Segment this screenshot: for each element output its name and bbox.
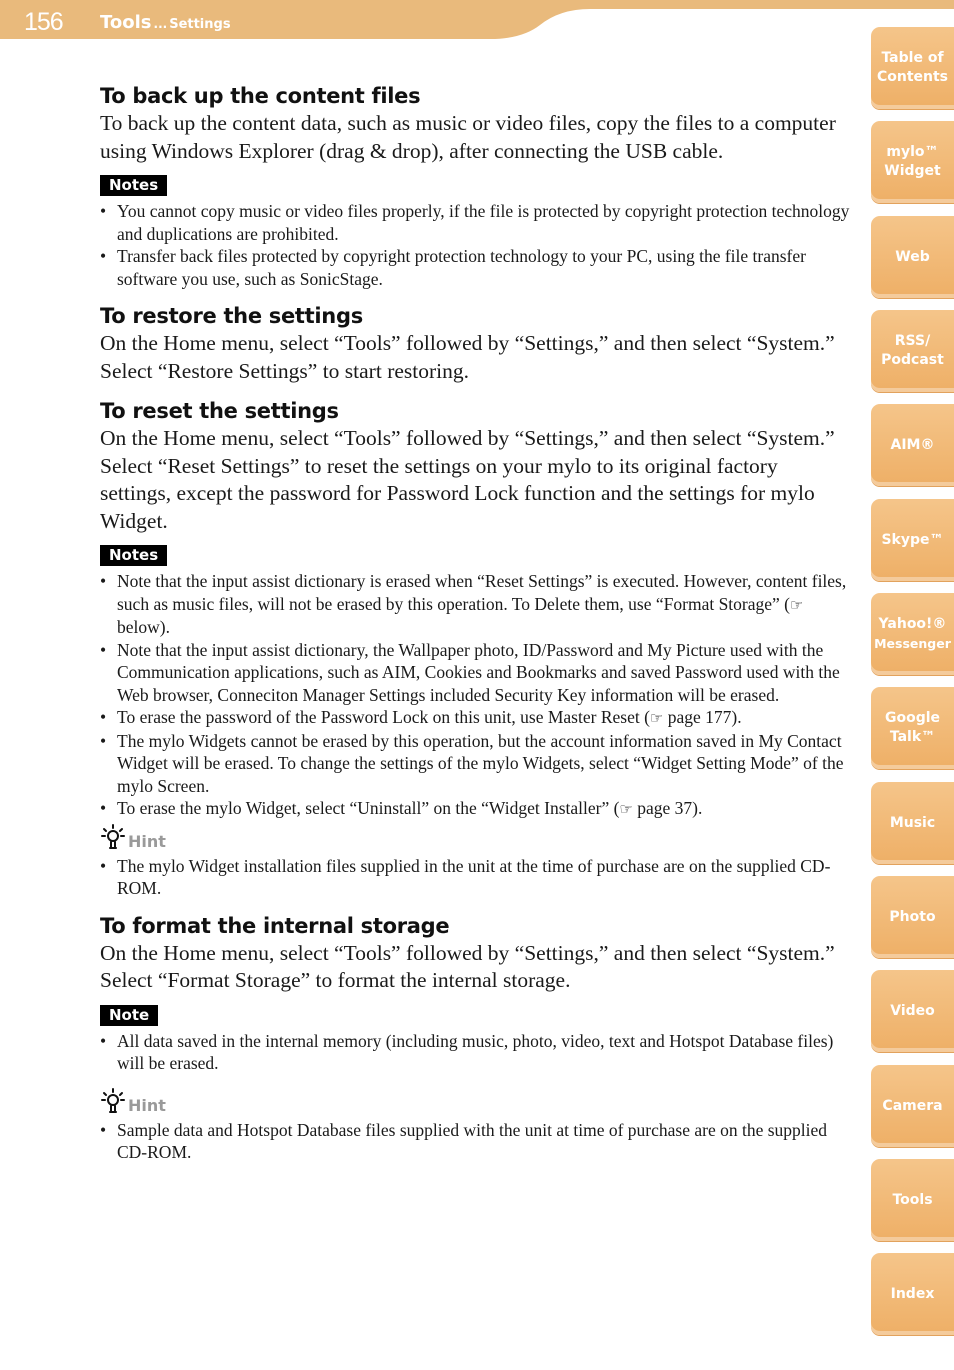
lightbulb-icon [100, 823, 126, 851]
hint-label [100, 821, 850, 851]
page-header [0, 0, 954, 40]
list-item: • The mylo Widgets cannot be erased by this operation, but the account information saved in My Contact Widget will be erased. To change the settings of the mylo Widgets, select “Widget Setting Mode” of the mylo Screen. [100, 730, 850, 798]
list-item: • You cannot copy music or video files properly, if the file is protected by copyright protection technology and duplications are prohibited. [100, 200, 850, 245]
pointing-hand-icon: ☞ [790, 595, 804, 614]
tab-label: Talk™ [889, 729, 936, 745]
lightbulb-icon [100, 1087, 126, 1115]
hint-label-text: Hint [128, 831, 166, 851]
tab-label: Google [884, 710, 941, 726]
tab-label: Web [895, 248, 930, 265]
pointing-hand-icon: ☞ [649, 709, 664, 727]
tab-video[interactable] [871, 970, 954, 1052]
tab-label: Widget [884, 163, 941, 179]
tab-web[interactable] [871, 216, 954, 298]
breadcrumb-separator: ... [153, 17, 168, 31]
tab-google-talk[interactable] [871, 687, 954, 769]
section-heading-format: To format the internal storage [100, 913, 450, 938]
tab-label: Photo [889, 908, 936, 925]
note-text: page 177). [663, 707, 742, 727]
tab-label: Table of [881, 50, 944, 66]
breadcrumb-subsection: Settings [169, 17, 231, 32]
tab-skype[interactable] [871, 499, 954, 581]
notes-badge: Notes [100, 175, 167, 196]
tab-label: Music [889, 814, 936, 831]
tab-label: Contents [876, 69, 949, 85]
tab-yahoo-messenger[interactable] [871, 593, 954, 675]
tab-label: Yahoo!® [878, 616, 947, 632]
tab-table-of-contents[interactable] [871, 27, 954, 109]
reset-notes-list [100, 570, 850, 821]
list-item [100, 570, 850, 639]
reset-body-2: Select “Reset Settings” to reset the settings on your mylo to its original factory settings, except the password for Password Lock function and the settings for mylo Widget. [100, 453, 815, 533]
tab-tools[interactable] [871, 1159, 954, 1241]
hint-label-text: Hint [128, 1095, 166, 1115]
tab-music[interactable] [871, 782, 954, 864]
tab-label: AIM® [890, 436, 935, 453]
tab-label: Podcast [881, 352, 944, 368]
tab-label: Video [890, 1002, 935, 1019]
tab-index[interactable] [871, 1253, 954, 1335]
tab-label: Index [890, 1285, 935, 1302]
tab-label: RSS/ [894, 333, 931, 349]
tab-camera[interactable] [871, 1065, 954, 1147]
backup-notes-list [100, 200, 850, 290]
format-body-1: On the Home menu, select “Tools” followed by “Settings,” and then select “System.” [100, 940, 835, 965]
list-item: • Transfer back files protected by copyright protection technology to your PC, using the file transfer software you use, such as SonicStage. [100, 245, 850, 290]
section-heading-reset: To reset the settings [100, 399, 339, 423]
tab-mylo-widget[interactable] [871, 121, 954, 203]
note-text: Note that the input assist dictionary is erased when “Reset Settings” is executed. However, content files, such as music files, will not be erased by this operation. To Delete them, use “Format Storage” ( [117, 571, 847, 614]
section-heading-restore: To restore the settings [100, 304, 363, 328]
main-content [100, 82, 850, 1164]
list-item: • Note that the input assist dictionary, the Wallpaper photo, ID/Password and My Picture used with the Communication applications, such as AIM, Cookies and Bookmarks and saved Password used with the Web browser, Conneciton Manager Settings included Security Key information will be erased. [100, 639, 850, 707]
reset-hint-list [100, 855, 850, 900]
tab-label: Messenger [874, 636, 951, 651]
format-notes-list [100, 1030, 850, 1075]
note-text: To erase the password of the Password Lock on this unit, use Master Reset ( [117, 707, 650, 727]
tab-label: Tools [892, 1191, 933, 1208]
tab-label: mylo™ [886, 144, 939, 160]
tab-label: Camera [882, 1097, 943, 1114]
restore-body-1: On the Home menu, select “Tools” followed by “Settings,” and then select “System.” [100, 331, 835, 355]
note-text: below). [117, 617, 170, 637]
format-hint-list [100, 1119, 850, 1164]
tab-label: Skype™ [881, 531, 944, 548]
notes-badge: Notes [100, 545, 167, 566]
list-item: • All data saved in the internal memory (including music, photo, video, text and Hotspot Database files) will be erased. [100, 1030, 850, 1075]
section-heading-backup: To back up the content files [100, 84, 421, 108]
note-badge: Note [100, 1005, 158, 1026]
hint-label [100, 1085, 850, 1115]
backup-body: To back up the content data, such as music or video files, copy the files to a computer using Windows Explorer (drag & drop), after connecting the USB cable. [100, 111, 836, 163]
breadcrumb-section: Tools [100, 12, 152, 33]
breadcrumb [100, 12, 231, 33]
tab-aim[interactable] [871, 404, 954, 486]
tab-rss-podcast[interactable] [871, 310, 954, 392]
list-item [100, 706, 850, 730]
restore-body-2: Select “Restore Settings” to start restoring. [100, 358, 469, 383]
reset-body-1: On the Home menu, select “Tools” followed by “Settings,” and then select “System.” [100, 426, 835, 450]
format-body-2: Select “Format Storage” to format the internal storage. [100, 968, 571, 992]
list-item: • The mylo Widget installation files supplied in the unit at the time of purchase are on the supplied CD-ROM. [100, 855, 850, 900]
pointing-hand-icon: ☞ [619, 800, 633, 818]
note-text: To erase the mylo Widget, select “Uninstall” on the “Widget Installer” ( [117, 798, 620, 818]
note-text: page 37). [632, 798, 703, 818]
list-item [100, 797, 850, 821]
tab-photo[interactable] [871, 876, 954, 958]
list-item: • Sample data and Hotspot Database files supplied with the unit at time of purchase are on the supplied CD-ROM. [100, 1119, 850, 1164]
page-number: 156 [24, 8, 63, 36]
